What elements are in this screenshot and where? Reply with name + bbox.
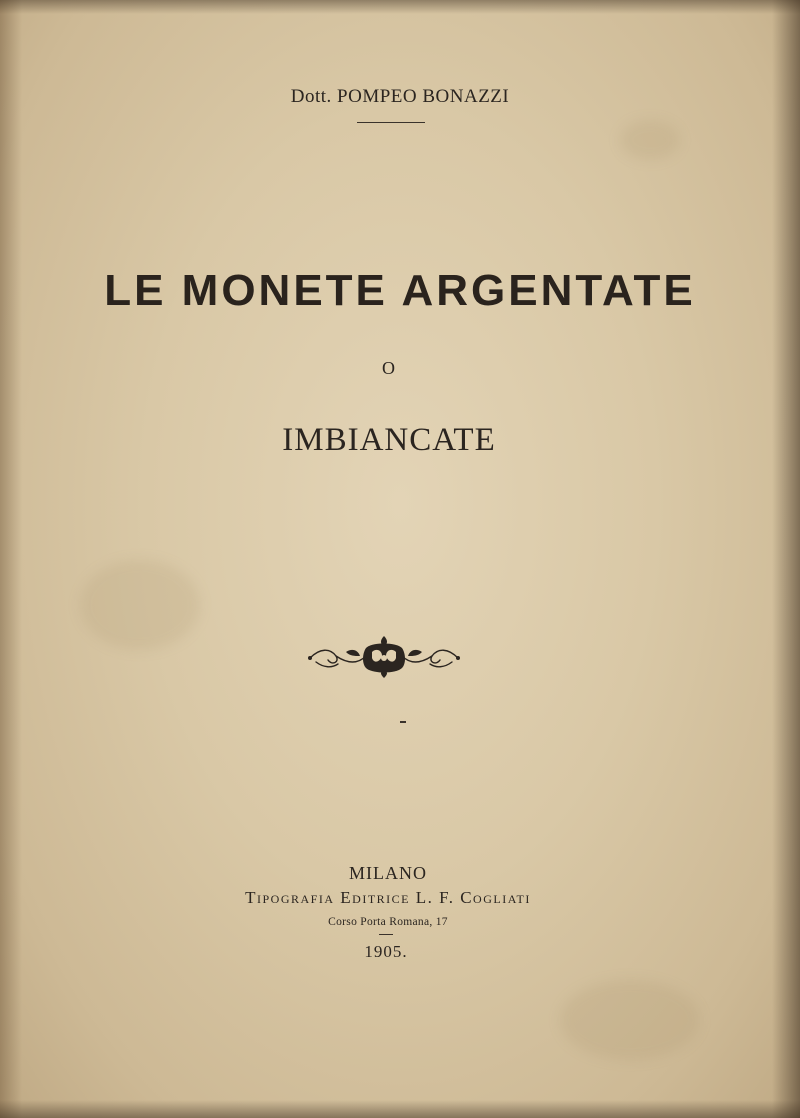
book-subtitle: IMBIANCATE — [282, 422, 496, 458]
publication-year: 1905. — [364, 942, 408, 961]
author-divider-rule — [357, 122, 425, 123]
paper-stain — [560, 980, 700, 1060]
publisher-address: Corso Porta Romana, 17 — [328, 916, 448, 928]
author-name: Dott. POMPEO BONAZZI — [290, 86, 510, 107]
page-edge-bottom — [0, 1100, 800, 1118]
paper-stain — [620, 120, 680, 160]
title-conjunction: O — [382, 358, 396, 378]
small-dash-mark — [400, 721, 406, 723]
year-divider-rule — [379, 934, 393, 935]
paper-stain — [80, 560, 200, 650]
page-edge-right — [772, 0, 800, 1118]
publisher-name: Tipografia Editrice L. F. Cogliati — [245, 888, 531, 907]
book-title: LE MONETE ARGENTATE — [104, 266, 696, 315]
page-edge-top — [0, 0, 800, 14]
floral-ornament-icon — [306, 634, 462, 680]
publication-city: MILANO — [349, 863, 427, 883]
